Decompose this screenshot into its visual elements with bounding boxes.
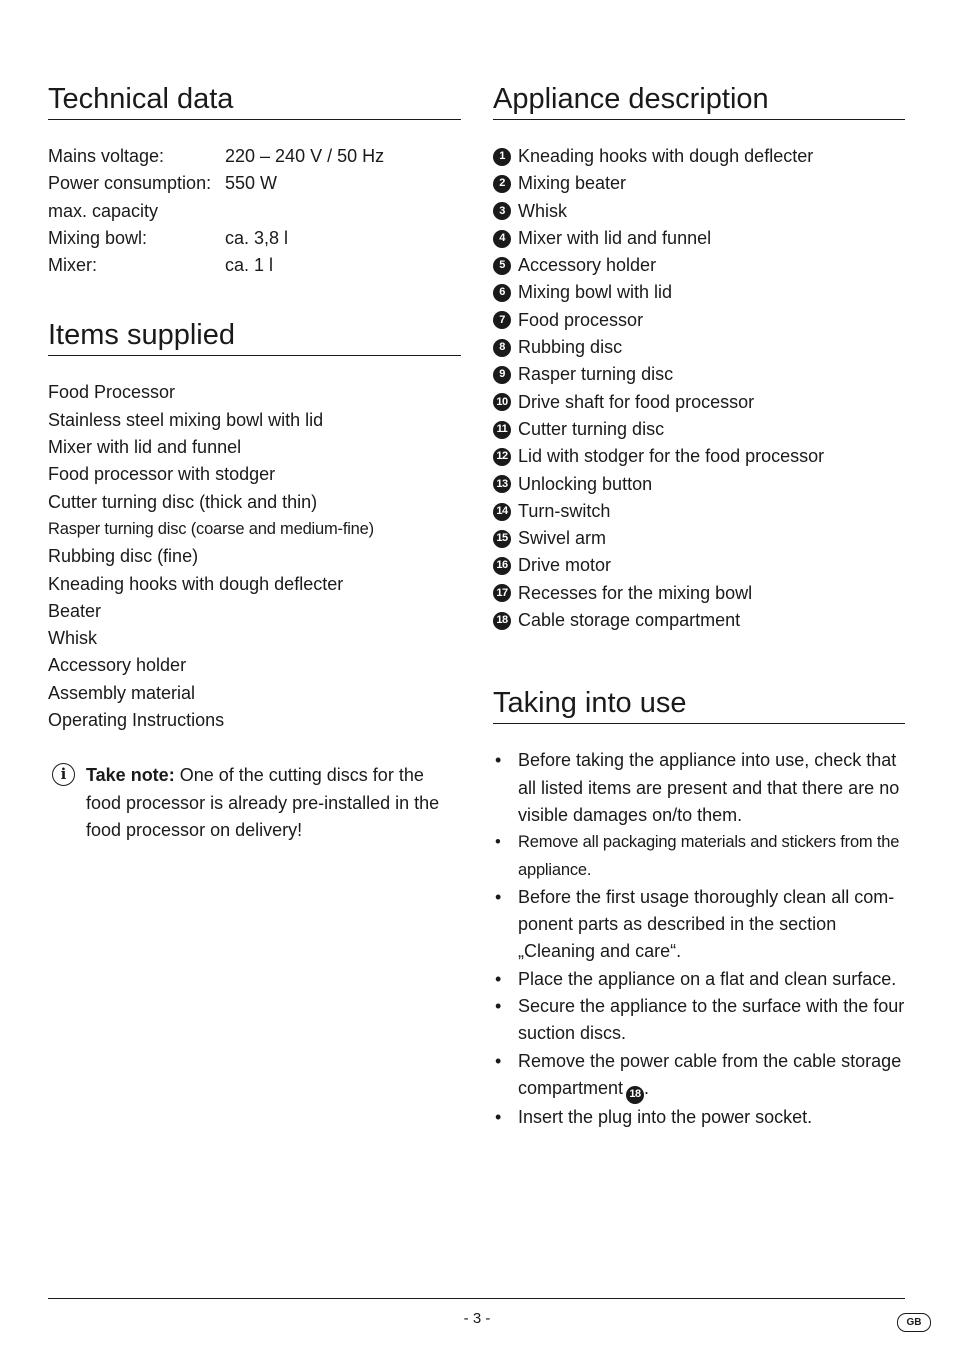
list-item: Cutter turning disc (thick and thin) bbox=[48, 491, 318, 512]
part-number-badge: 7 bbox=[493, 311, 511, 329]
list-item: Food Processor bbox=[48, 382, 176, 403]
part-label: Rubbing disc bbox=[518, 337, 623, 358]
list-item: Whisk bbox=[48, 628, 97, 649]
part-label: Drive motor bbox=[518, 555, 612, 576]
tech-row bbox=[48, 143, 461, 170]
part-label: Turn-switch bbox=[518, 500, 611, 521]
part-item bbox=[493, 416, 905, 443]
bullet-text: Before taking the appliance into use, check that all listed items are present and that there are no visible damages on/to them. bbox=[518, 750, 900, 825]
list-item: Mixer with lid and funnel bbox=[48, 437, 242, 458]
part-label: Cable storage compartment bbox=[518, 610, 741, 631]
part-label: Swivel arm bbox=[518, 528, 607, 549]
bullet-text-end: . bbox=[644, 1077, 650, 1098]
left-column bbox=[48, 80, 461, 844]
part-item bbox=[493, 389, 905, 416]
bullet-text: Remove all packaging materials and stickers from the appliance. bbox=[518, 833, 900, 879]
part-label: Drive shaft for food processor bbox=[518, 391, 755, 412]
tech-row bbox=[48, 198, 461, 225]
bullet-icon: • bbox=[495, 833, 501, 852]
part-number-badge: 4 bbox=[493, 230, 511, 248]
tech-row bbox=[48, 225, 461, 252]
part-item bbox=[493, 361, 905, 388]
part-item bbox=[493, 580, 905, 607]
part-label: Cutter turning disc bbox=[518, 418, 665, 439]
bullet-icon: • bbox=[495, 886, 502, 907]
part-number-badge: 10 bbox=[493, 393, 511, 411]
list-item: Stainless steel mixing bowl with lid bbox=[48, 409, 324, 430]
items-supplied-heading: Items supplied bbox=[48, 316, 461, 356]
appliance-description-heading: Appliance description bbox=[493, 80, 905, 120]
info-icon: i bbox=[52, 763, 75, 786]
part-number-badge: 11 bbox=[493, 421, 511, 439]
tech-label: Mixer: bbox=[48, 255, 97, 276]
tech-label: Power consumption: bbox=[48, 173, 212, 194]
part-item bbox=[493, 552, 905, 579]
part-label: Whisk bbox=[518, 200, 567, 221]
list-item: Operating Instructions bbox=[48, 710, 225, 731]
part-number-badge: 1 bbox=[493, 148, 511, 166]
part-number-badge: 17 bbox=[493, 584, 511, 602]
part-item bbox=[493, 307, 905, 334]
bullet-icon: • bbox=[495, 750, 502, 771]
list-item: Assembly material bbox=[48, 682, 196, 703]
part-number-badge: 16 bbox=[493, 557, 511, 575]
part-number-badge: 15 bbox=[493, 530, 511, 548]
part-number-badge: 2 bbox=[493, 175, 511, 193]
take-note-text: One of the cutting discs for the food processor is already pre-installed in the food processor on delivery! bbox=[86, 765, 440, 840]
part-item bbox=[493, 607, 905, 634]
part-item bbox=[493, 471, 905, 498]
take-note-label: Take note: bbox=[86, 765, 175, 786]
bullet-icon: • bbox=[495, 1106, 502, 1127]
technical-data-heading: Technical data bbox=[48, 80, 461, 120]
list-item: Kneading hooks with dough deflecter bbox=[48, 573, 344, 594]
tech-label: Mains voltage: bbox=[48, 146, 165, 166]
tech-value: 220 – 240 V / 50 Hz bbox=[225, 146, 385, 166]
part-item bbox=[493, 198, 905, 225]
tech-value: ca. 3,8 l bbox=[225, 227, 289, 248]
take-note-box bbox=[48, 762, 461, 844]
parts-list bbox=[493, 143, 905, 634]
part-item bbox=[493, 498, 905, 525]
tech-label: Mixing bowl: bbox=[48, 227, 148, 248]
part-label: Mixing bowl with lid bbox=[518, 282, 673, 303]
part-item bbox=[493, 170, 905, 197]
list-item: Beater bbox=[48, 600, 102, 621]
part-number-badge: 13 bbox=[493, 475, 511, 493]
bullet-icon: • bbox=[495, 968, 502, 989]
list-item bbox=[493, 1048, 905, 1104]
language-badge: GB bbox=[897, 1313, 931, 1332]
part-item bbox=[493, 225, 905, 252]
bullet-text: Place the appliance on a flat and clean surface. bbox=[518, 968, 897, 989]
part-item bbox=[493, 334, 905, 361]
list-item: Rasper turning disc (coarse and medium-fine) bbox=[48, 519, 374, 538]
part-number-badge: 8 bbox=[493, 339, 511, 357]
bullet-text: Secure the appliance to the surface with the four suction discs. bbox=[518, 996, 905, 1044]
footer-divider bbox=[48, 1298, 905, 1299]
part-number-badge: 6 bbox=[493, 284, 511, 302]
list-item: Rubbing disc (fine) bbox=[48, 546, 199, 567]
part-number-badge: 5 bbox=[493, 257, 511, 275]
list-item bbox=[493, 747, 905, 829]
part-label: Accessory holder bbox=[518, 255, 657, 276]
list-item bbox=[493, 884, 905, 966]
part-item bbox=[493, 279, 905, 306]
list-item bbox=[493, 1104, 905, 1131]
part-number-badge: 14 bbox=[493, 503, 511, 521]
list-item: Accessory holder bbox=[48, 655, 187, 676]
right-column bbox=[493, 80, 905, 1131]
bullet-icon: • bbox=[495, 1050, 502, 1071]
items-supplied-list bbox=[48, 379, 461, 734]
technical-data-table bbox=[48, 143, 461, 279]
tech-value: ca. 1 l bbox=[225, 255, 274, 276]
part-number-badge: 3 bbox=[493, 202, 511, 220]
part-label: Kneading hooks with dough deflecter bbox=[518, 146, 814, 166]
part-label: Food processor bbox=[518, 309, 644, 330]
taking-into-use-list bbox=[493, 747, 905, 1131]
part-number-badge: 12 bbox=[493, 448, 511, 466]
bullet-text: Remove the power cable from the cable storage compartment bbox=[518, 1050, 902, 1098]
part-label: Mixing beater bbox=[518, 173, 627, 194]
part-number-badge: 9 bbox=[493, 366, 511, 384]
list-item: Food processor with stodger bbox=[48, 464, 276, 485]
tech-row bbox=[48, 252, 461, 279]
bullet-text: Insert the plug into the power socket. bbox=[518, 1106, 813, 1127]
taking-into-use-heading: Taking into use bbox=[493, 684, 905, 724]
page-number: - 3 - bbox=[463, 1310, 491, 1327]
part-item bbox=[493, 143, 905, 170]
part-number-badge: 18 bbox=[493, 612, 511, 630]
part-label: Recesses for the mixing bowl bbox=[518, 582, 753, 603]
bullet-icon: • bbox=[495, 996, 502, 1017]
tech-label: max. capacity bbox=[48, 200, 159, 221]
part-item bbox=[493, 525, 905, 552]
part-label: Lid with stodger for the food processor bbox=[518, 446, 825, 467]
part-label: Rasper turning disc bbox=[518, 364, 674, 385]
tech-row bbox=[48, 170, 461, 197]
list-item bbox=[493, 829, 905, 884]
bullet-text: Before the first usage thoroughly clean all com-ponent parts as described in the section „Cleaning and care“. bbox=[518, 886, 895, 962]
part-label: Unlocking button bbox=[518, 473, 653, 494]
list-item bbox=[493, 966, 905, 993]
part-label: Mixer with lid and funnel bbox=[518, 227, 712, 248]
part-number-badge: 18 bbox=[626, 1086, 644, 1104]
tech-value: 550 W bbox=[225, 173, 278, 194]
part-item bbox=[493, 443, 905, 470]
list-item bbox=[493, 993, 905, 1048]
part-item bbox=[493, 252, 905, 279]
